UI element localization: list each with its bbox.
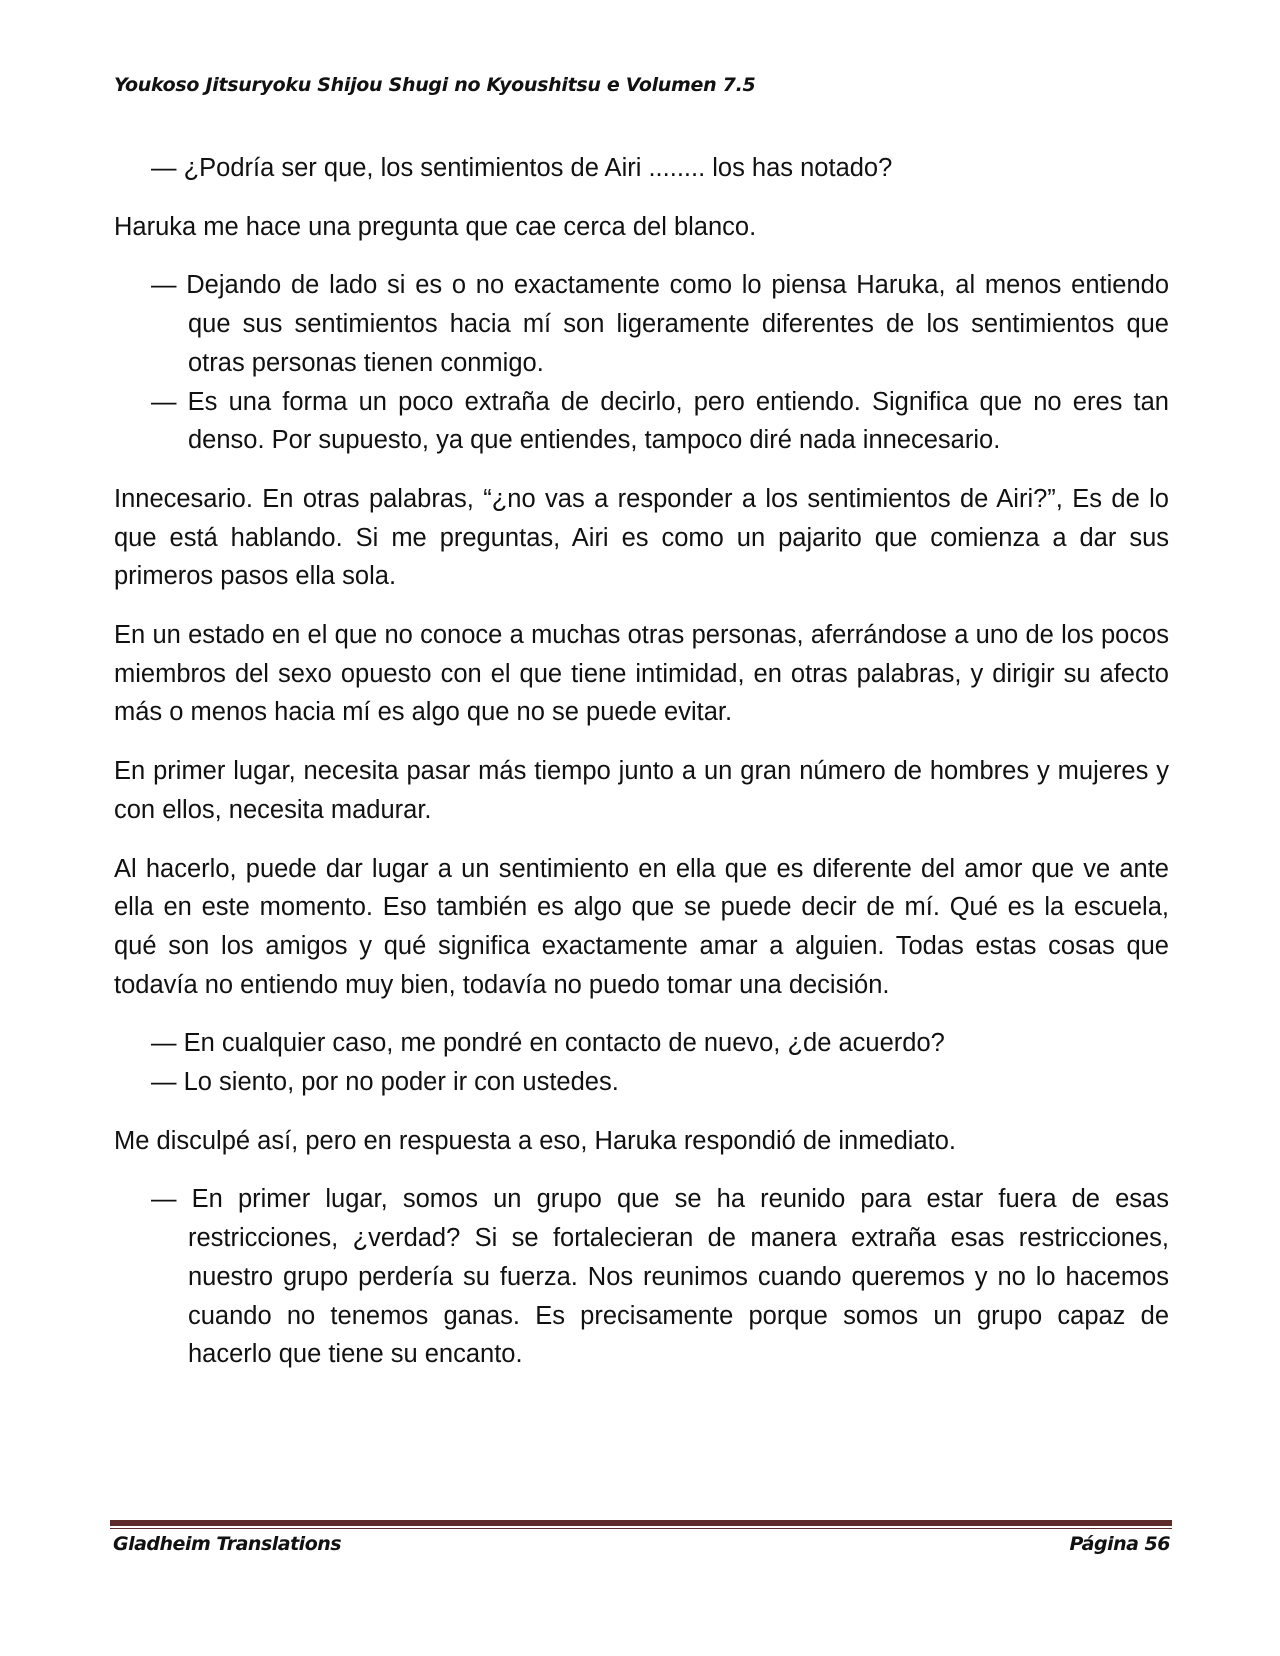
paragraph: Me disculpé así, pero en respuesta a eso, Haruka respondió de inmediato. <box>114 1126 956 1155</box>
footer-rule-thin <box>110 1528 1172 1529</box>
paragraph: En primer lugar, necesita pasar más tiempo junto a un gran número de hombres y mujeres y con ellos, necesita madurar. <box>114 757 1169 824</box>
dialogue-line: — En primer lugar, somos un grupo que se ha reunido para estar fuera de esas restricciones, ¿verdad? Si se fortalecieran de manera extraña esas restricciones, nuestro grupo perdería su fuerza. Nos reunimos cuando queremos y no lo hacemos cuando no tenemos ganas. Es precisamente porque somos un grupo capaz de hacerlo que tiene su encanto. <box>151 1185 1169 1369</box>
dialogue-line: — Dejando de lado si es o no exactamente como lo piensa Haruka, al menos entiendo que sus sentimientos hacia mí son ligeramente diferentes de los sentimientos que otras personas tienen conmigo. <box>151 271 1169 377</box>
dialogue-line: — ¿Podría ser que, los sentimientos de Airi ........ los has notado? <box>151 154 893 182</box>
dialogue-block <box>114 149 1169 188</box>
paragraph: Al hacerlo, puede dar lugar a un sentimiento en ella que es diferente del amor que ve ante ella en este momento. Eso también es algo que se puede decir de mí. Qué es la escuela, qué son los amigos y qué significa exactamente amar a alguien. Todas estas cosas que todavía no entiendo muy bien, todavía no puedo tomar una decisión. <box>114 854 1169 999</box>
footer-rule <box>110 1520 1172 1526</box>
dialogue-block <box>114 1180 1169 1374</box>
dialogue-line: — Lo siento, por no poder ir con ustedes. <box>151 1068 619 1097</box>
dialogue-line: — En cualquier caso, me pondré en contacto de nuevo, ¿de acuerdo? <box>151 1029 945 1058</box>
page-body <box>114 149 1169 1394</box>
paragraph: En un estado en el que no conoce a muchas otras personas, aferrándose a uno de los pocos miembros del sexo opuesto con el que tiene intimidad, en otras palabras, y dirigir su afecto más o menos hacia mí es algo que no se puede evitar. <box>114 621 1169 727</box>
running-header: Youkoso Jitsuryoku Shijou Shugi no Kyoushitsu e Volumen 7.5 <box>114 74 756 96</box>
dialogue-block <box>114 266 1169 460</box>
paragraph: Haruka me hace una pregunta que cae cerca del blanco. <box>114 212 757 241</box>
paragraph: Innecesario. En otras palabras, “¿no vas a responder a los sentimientos de Airi?”, Es de lo que está hablando. Si me preguntas, Airi es como un pajarito que comienza a dar sus primeros pasos ella sola. <box>114 484 1169 591</box>
dialogue-block <box>114 1024 1169 1101</box>
dialogue-line: — Es una forma un poco extraña de decirlo, pero entiendo. Significa que no eres tan denso. Por supuesto, ya que entiendes, tampoco diré nada innecesario. <box>151 387 1169 455</box>
footer-publisher: Gladheim Translations <box>113 1533 342 1555</box>
footer-page-number: Página 56 <box>1069 1533 1170 1555</box>
